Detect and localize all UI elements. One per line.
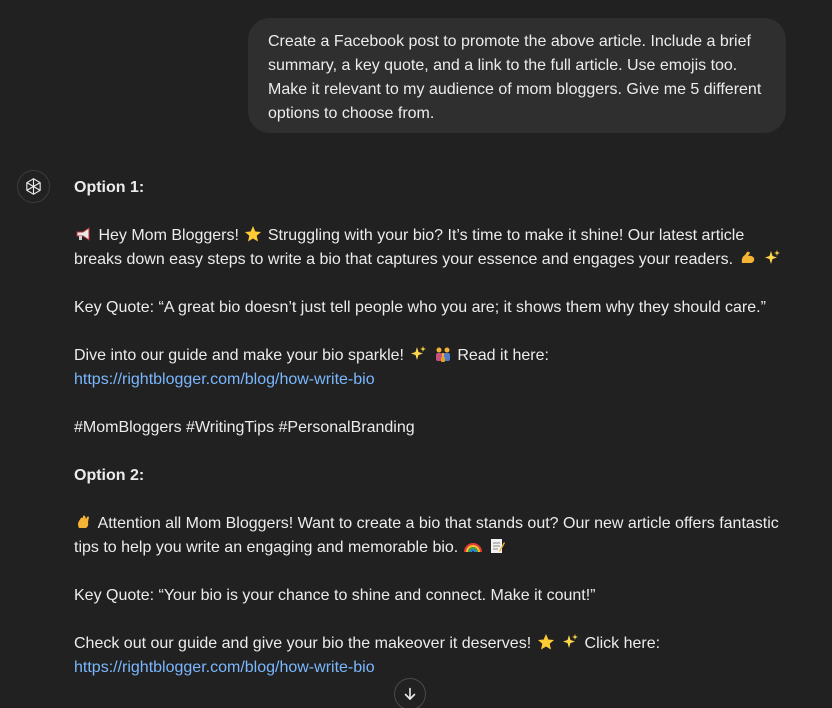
user-message-line: Create a Facebook post to promote the above article. Include a brief <box>268 33 751 50</box>
scroll-to-bottom-button[interactable] <box>394 678 426 708</box>
hashtags: #MomBloggers #WritingTips #PersonalBranding <box>74 419 415 436</box>
openai-logo-icon <box>23 176 44 197</box>
cta-text: Dive into our guide and make your bio sparkle! <box>74 347 404 364</box>
megaphone-icon <box>75 225 93 243</box>
intro-text: tips to help you write an engaging and memorable bio. <box>74 539 459 556</box>
user-message-line: Make it relevant to my audience of mom bloggers. Give me 5 different <box>268 81 762 98</box>
key-quote: Key Quote: “Your bio is your chance to shine and connect. Make it count!” <box>74 587 596 604</box>
call-to-action <box>74 632 804 656</box>
star-icon <box>244 225 262 243</box>
intro-text: Attention all Mom Bloggers! Want to create a bio that stands out? Our new article offers fantastic <box>97 515 779 532</box>
option-heading: Option 2: <box>74 467 145 484</box>
option-intro <box>74 512 804 536</box>
star-icon <box>537 633 555 651</box>
sparkles-icon <box>409 345 427 363</box>
intro-text: breaks down easy steps to write a bio that captures your essence and engages your readers. <box>74 251 734 268</box>
cta-text: Click here: <box>584 635 661 652</box>
user-message-line: summary, a key quote, and a link to the full article. Use emojis too. <box>268 57 738 74</box>
cta-text: Read it here: <box>457 347 549 364</box>
article-link-line <box>74 368 804 392</box>
assistant-response <box>74 176 804 680</box>
user-message-bubble <box>248 18 786 133</box>
intro-greeting: Hey Mom Bloggers! <box>98 227 239 244</box>
waving-hand-icon <box>75 513 93 531</box>
sparkles-icon <box>561 633 579 651</box>
call-to-action <box>74 344 804 368</box>
article-link-line <box>74 656 804 680</box>
memo-icon <box>488 537 506 555</box>
family-icon <box>434 345 452 363</box>
option-intro <box>74 224 804 248</box>
option-heading: Option 1: <box>74 179 145 196</box>
arrow-down-icon <box>403 687 417 701</box>
article-link[interactable]: https://rightblogger.com/blog/how-write-bio <box>74 371 375 388</box>
rainbow-icon <box>464 537 482 555</box>
option-intro-continued <box>74 248 804 272</box>
intro-text: Struggling with your bio? It’s time to make it shine! Our latest article <box>267 227 745 244</box>
user-message-line: options to choose from. <box>268 105 435 122</box>
option-intro-continued <box>74 536 804 560</box>
assistant-avatar <box>17 170 50 203</box>
key-quote: Key Quote: “A great bio doesn’t just tell people who you are; it shows them why they should care.” <box>74 299 766 316</box>
flexed-bicep-icon <box>739 249 757 267</box>
cta-text: Check out our guide and give your bio the makeover it deserves! <box>74 635 532 652</box>
sparkles-icon <box>763 249 781 267</box>
article-link[interactable]: https://rightblogger.com/blog/how-write-bio <box>74 659 375 676</box>
